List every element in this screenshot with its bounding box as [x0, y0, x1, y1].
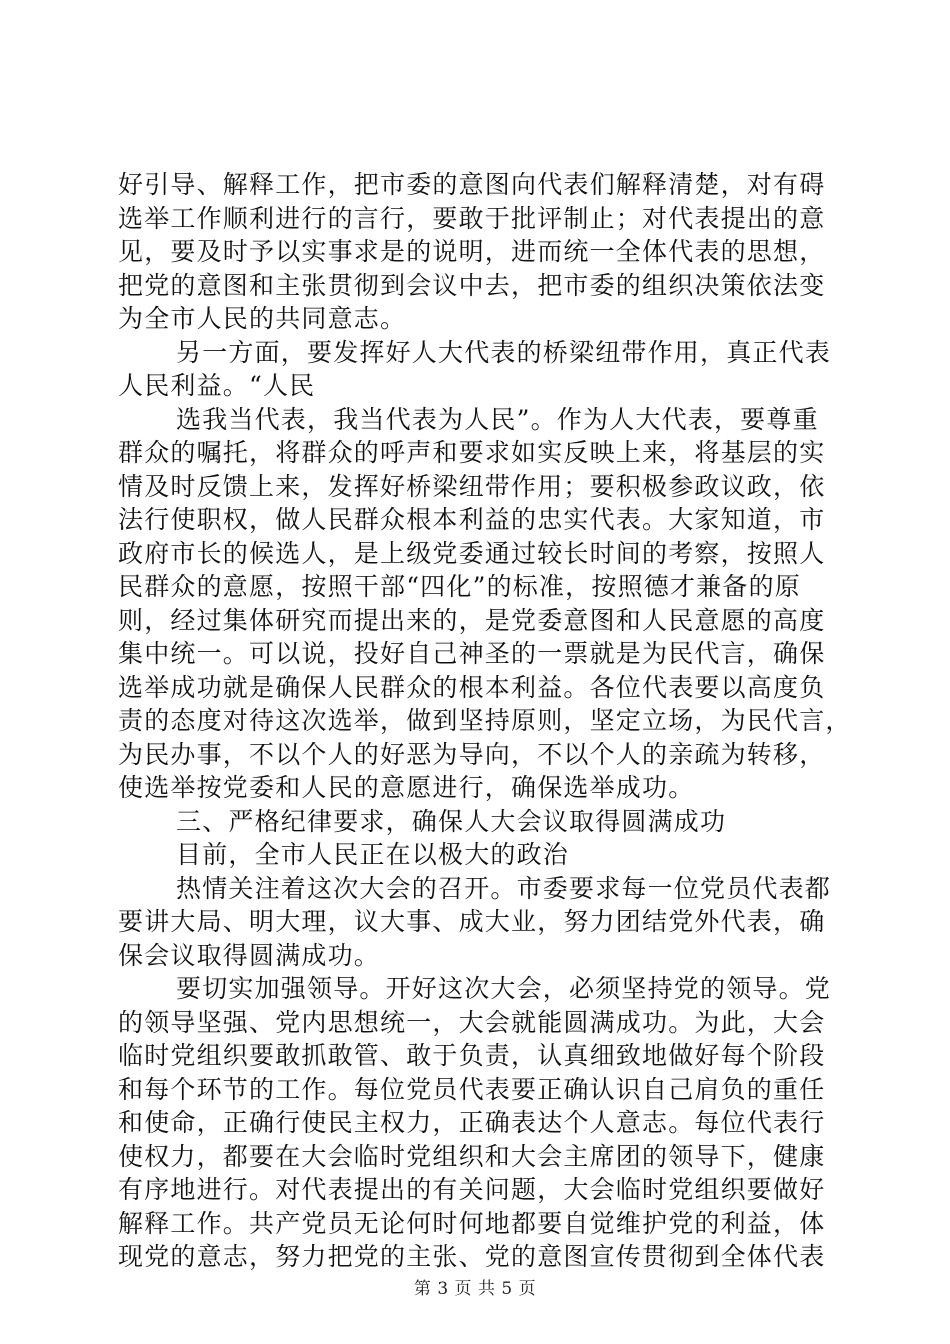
- text-line: 好引导、解释工作，把市委的意图向代表们解释清楚，对有碍: [118, 170, 826, 199]
- text-line: 群众的嘱托，将群众的呼声和要求如实反映上来，将基层的实: [118, 438, 826, 467]
- text-line: 情及时反馈上来，发挥好桥梁纽带作用；要积极参政议政，依: [118, 471, 826, 501]
- text-line: 人民利益。“人民: [118, 371, 316, 400]
- text-line: 把党的意图和主张贯彻到会议中去，把市委的组织决策依法变: [118, 270, 826, 300]
- text-line: 使选举按党委和人民的意愿进行，确保选举成功。: [118, 773, 695, 802]
- text-line: 另一方面，要发挥好人大代表的桥梁纽带作用，真正代表: [176, 337, 832, 367]
- text-line: 为民办事，不以个人的好恶为导向，不以个人的亲疏为转移，: [118, 739, 826, 769]
- text-line: 三、严格纪律要求，确保人大会议取得圆满成功: [176, 806, 727, 836]
- text-line: 使权力，都要在大会临时党组织和大会主席团的领导下，健康: [118, 1141, 826, 1171]
- text-line: 法行使职权，做人民群众根本利益的忠实代表。大家知道，市: [118, 505, 826, 534]
- text-line: 目前，全市人民正在以极大的政治: [176, 840, 570, 869]
- text-line: 要切实加强领导。开好这次大会，必须坚持党的领导。党: [176, 974, 832, 1003]
- text-line: 责的态度对待这次选举，做到坚持原则，坚定立场，为民代言，: [118, 706, 852, 735]
- document-body: [118, 168, 852, 1274]
- text-line: 热情关注着这次大会的召开。市委要求每一位党员代表都: [176, 873, 832, 903]
- text-line: 有序地进行。对代表提出的有关问题，大会临时党组织要做好: [118, 1175, 826, 1204]
- text-line: 现党的意志，努力把党的主张、党的意图宣传贯彻到全体代表: [118, 1242, 826, 1271]
- text-line: 民群众的意愿，按照干部“四化”的标准，按照德才兼备的原: [118, 572, 801, 601]
- text-line: 保会议取得圆满成功。: [118, 940, 381, 970]
- text-line: 则，经过集体研究而提出来的，是党委意图和人民意愿的高度: [118, 605, 826, 635]
- text-line: 集中统一。可以说，投好自己神圣的一票就是为民代言，确保: [118, 639, 826, 668]
- text-line: 为全市人民的共同意志。: [118, 304, 407, 333]
- text-line: 解释工作。共产党员无论何时何地都要自觉维护党的利益，体: [118, 1208, 826, 1238]
- text-line: 政府市长的候选人，是上级党委通过较长时间的考察，按照人: [118, 538, 826, 568]
- text-line: 选举成功就是确保人民群众的根本利益。各位代表要以高度负: [118, 672, 826, 702]
- text-line: 和每个环节的工作。每位党员代表要正确认识自己肩负的重任: [118, 1074, 826, 1104]
- text-line: 见，要及时予以实事求是的说明，进而统一全体代表的思想，: [118, 237, 826, 266]
- text-line: 的领导坚强、党内思想统一，大会就能圆满成功。为此，大会: [118, 1007, 826, 1037]
- text-line: 和使命，正确行使民主权力，正确表达个人意志。每位代表行: [118, 1108, 826, 1137]
- page-footer: 第 3 页 共 5 页: [413, 1279, 537, 1299]
- text-line: 选举工作顺利进行的言行，要敢于批评制止；对代表提出的意: [118, 203, 826, 233]
- text-line: 临时党组织要敢抓敢管、敢于负责，认真细致地做好每个阶段: [118, 1041, 826, 1070]
- text-line: 要讲大局、明大理，议大事、成大业，努力团结党外代表，确: [118, 907, 826, 936]
- text-line: 选我当代表，我当代表为人民”。作为人大代表，要尊重: [176, 404, 819, 434]
